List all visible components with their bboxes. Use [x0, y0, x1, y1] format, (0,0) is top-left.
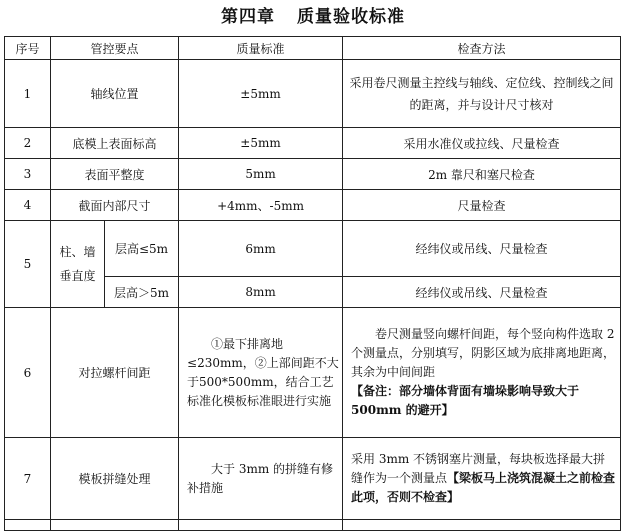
row-item: 轴线位置 [51, 60, 179, 128]
table-row [5, 60, 621, 128]
row-standard: ①最下排离地≤230mm，②上部间距不大于500*500mm，结合工艺标准化模板标准眼进行实施 [179, 308, 343, 438]
row-no: 6 [5, 308, 51, 438]
table-row [5, 128, 621, 159]
row-no: 2 [5, 128, 51, 159]
row-sub-condition: 层高≤5m [105, 221, 179, 277]
header-item: 管控要点 [51, 37, 179, 60]
method-text: 采用 3mm 不锈钢塞片测量，每块板选择最大拼缝作为一个测量点 [351, 452, 606, 485]
chapter-number: 第四章 [221, 7, 275, 27]
row-item: 表面平整度 [51, 159, 179, 190]
table-row [5, 438, 621, 520]
row-standard: +4mm、-5mm [179, 190, 343, 221]
row-standard: ±5mm [179, 128, 343, 159]
row-item: 截面内部尺寸 [51, 190, 179, 221]
table-row [5, 159, 621, 190]
row-method: 采用水准仪或拉线、尺量检查 [343, 128, 621, 159]
row-no: 1 [5, 60, 51, 128]
row-standard: ±5mm [179, 60, 343, 128]
row-method: 经纬仪或吊线、尺量检查 [343, 221, 621, 277]
table-header-row [5, 37, 621, 60]
row-method: 经纬仪或吊线、尺量检查 [343, 277, 621, 308]
row-method: 尺量检查 [343, 190, 621, 221]
header-standard: 质量标准 [179, 37, 343, 60]
row-standard: 大于 3mm 的拼缝有修补措施 [179, 438, 343, 520]
header-method: 检查方法 [343, 37, 621, 60]
table-row [5, 308, 621, 438]
table-row [5, 221, 621, 277]
row-standard: 5mm [179, 159, 343, 190]
row-standard: 6mm [179, 221, 343, 277]
row-item: 底模上表面标高 [51, 128, 179, 159]
row-no: 5 [5, 221, 51, 308]
row-item: 模板拼缝处理 [51, 438, 179, 520]
row-method [343, 308, 621, 438]
row-method: 2m 靠尺和塞尺检查 [343, 159, 621, 190]
table-row [5, 520, 621, 531]
row-item: 对拉螺杆间距 [51, 308, 179, 438]
header-no: 序号 [5, 37, 51, 60]
method-note: 【梁板马上浇筑混凝土之前检查此项，否则不检查】 [351, 471, 616, 504]
row-sub-condition: 层高＞5m [105, 277, 179, 308]
chapter-name: 质量验收标准 [297, 7, 405, 27]
row-no: 4 [5, 190, 51, 221]
method-text: 卷尺测量竖向螺杆间距，每个竖向构件选取 2 个测量点，分别填写，阴影区域为底排离地距离，其余为中间间距 [351, 327, 616, 379]
quality-acceptance-table [4, 36, 621, 531]
page-title [0, 2, 626, 27]
table-row [5, 190, 621, 221]
row-method [343, 438, 621, 520]
row-no: 3 [5, 159, 51, 190]
row-item: 柱、墙垂直度 [51, 221, 105, 308]
row-no: 7 [5, 438, 51, 520]
method-note: 【备注：部分墙体背面有墙垛影响导致大于 500mm 的避开】 [351, 384, 580, 417]
row-method: 采用卷尺测量主控线与轴线、定位线、控制线之间的距离，并与设计尺寸核对 [343, 60, 621, 128]
row-standard: 8mm [179, 277, 343, 308]
